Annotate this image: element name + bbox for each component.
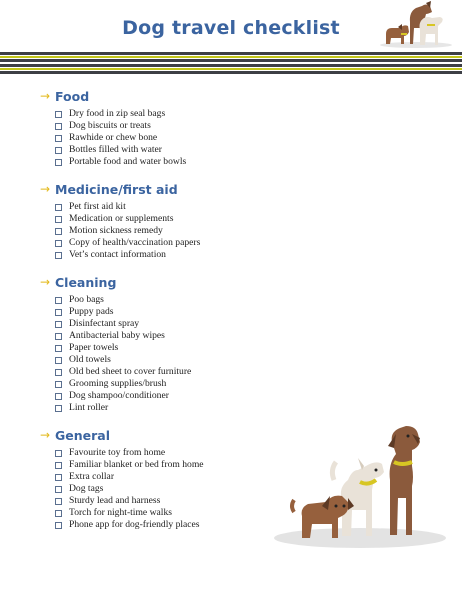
page-title: Dog travel checklist (122, 17, 340, 39)
checkbox-icon[interactable] (55, 357, 62, 364)
checklist (55, 108, 186, 168)
section-heading (40, 88, 186, 104)
checklist-item (55, 507, 204, 519)
section-food (40, 88, 186, 168)
item-label: Paper towels (69, 342, 119, 353)
dogs-logo-illustration (376, 0, 454, 48)
checkbox-icon[interactable] (55, 111, 62, 118)
checkbox-icon[interactable] (55, 204, 62, 211)
checklist-item (55, 390, 191, 402)
checkbox-icon[interactable] (55, 345, 62, 352)
checklist-item (55, 495, 204, 507)
checklist (55, 201, 200, 261)
checkbox-icon[interactable] (55, 405, 62, 412)
checklist-item (55, 366, 191, 378)
checkbox-icon[interactable] (55, 510, 62, 517)
item-label: Sturdy lead and harness (69, 495, 161, 506)
item-label: Extra collar (69, 471, 115, 482)
stripe-dark-line (0, 64, 462, 67)
checklist-item (55, 108, 186, 120)
item-label: Pet first aid kit (69, 201, 126, 212)
checkbox-icon[interactable] (55, 474, 62, 481)
item-label: Bottles filled with water (69, 144, 162, 155)
checklist-item (55, 120, 186, 132)
stripe-dark-line (0, 59, 462, 62)
item-label: Disinfectant spray (69, 318, 140, 329)
stripe-accent-line (0, 68, 462, 70)
checklist-item (55, 156, 186, 168)
checklist-item (55, 306, 191, 318)
checklist-item (55, 354, 191, 366)
item-label: Medication or supplements (69, 213, 174, 224)
arrow-right-icon: → (40, 275, 51, 289)
item-label: Dog biscuits or treats (69, 120, 151, 131)
checkbox-icon[interactable] (55, 240, 62, 247)
checkbox-icon[interactable] (55, 381, 62, 388)
checkbox-icon[interactable] (55, 498, 62, 505)
section-title: Cleaning (55, 274, 117, 290)
checklist-item (55, 459, 204, 471)
checkbox-icon[interactable] (55, 393, 62, 400)
section-title: General (55, 427, 110, 443)
item-label: Torch for night-time walks (69, 507, 172, 518)
section-general (40, 427, 204, 531)
checklist-item (55, 225, 200, 237)
section-cleaning (40, 274, 191, 414)
checklist-item (55, 378, 191, 390)
item-label: Rawhide or chew bone (69, 132, 158, 143)
item-label: Grooming supplies/brush (69, 378, 167, 389)
checklist-item (55, 201, 200, 213)
checkbox-icon[interactable] (55, 369, 62, 376)
stripe-dark-line (0, 52, 462, 55)
checkbox-icon[interactable] (55, 123, 62, 130)
section-title: Medicine/first aid (55, 181, 178, 197)
checkbox-icon[interactable] (55, 462, 62, 469)
checklist-item (55, 294, 191, 306)
item-label: Vet’s contact information (69, 249, 166, 260)
checklist-item (55, 330, 191, 342)
item-label: Favourite toy from home (69, 447, 166, 458)
checklist (55, 294, 191, 414)
stripe-accent-line (0, 56, 462, 58)
checklist-item (55, 402, 191, 414)
checklist (55, 447, 204, 531)
dogs-illustration (272, 420, 447, 550)
checkbox-icon[interactable] (55, 252, 62, 259)
item-label: Dry food in zip seal bags (69, 108, 166, 119)
checkbox-icon[interactable] (55, 297, 62, 304)
checklist-item (55, 144, 186, 156)
item-label: Old bed sheet to cover furniture (69, 366, 192, 377)
item-label: Familiar blanket or bed from home (69, 459, 204, 470)
item-label: Phone app for dog-friendly places (69, 519, 200, 530)
section-title: Food (55, 88, 90, 104)
item-label: Lint roller (69, 402, 109, 413)
section-heading (40, 427, 204, 443)
checklist-item (55, 483, 204, 495)
checklist-item (55, 132, 186, 144)
item-label: Portable food and water bowls (69, 156, 187, 167)
checklist-item (55, 519, 204, 531)
stripe-dark-line (0, 71, 462, 74)
checkbox-icon[interactable] (55, 309, 62, 316)
arrow-right-icon: → (40, 428, 51, 442)
checkbox-icon[interactable] (55, 228, 62, 235)
item-label: Antibacterial baby wipes (69, 330, 165, 341)
item-label: Motion sickness remedy (69, 225, 163, 236)
checkbox-icon[interactable] (55, 159, 62, 166)
checkbox-icon[interactable] (55, 135, 62, 142)
checkbox-icon[interactable] (55, 321, 62, 328)
arrow-right-icon: → (40, 89, 51, 103)
checklist-item (55, 213, 200, 225)
section-medicine (40, 181, 200, 261)
checklist-item (55, 447, 204, 459)
checklist-item (55, 471, 204, 483)
section-heading (40, 181, 200, 197)
checkbox-icon[interactable] (55, 147, 62, 154)
item-label: Puppy pads (69, 306, 114, 317)
checkbox-icon[interactable] (55, 333, 62, 340)
header-stripe-band (0, 52, 462, 74)
arrow-right-icon: → (40, 182, 51, 196)
item-label: Dog shampoo/conditioner (69, 390, 169, 401)
section-heading (40, 274, 191, 290)
checkbox-icon[interactable] (55, 522, 62, 529)
checkbox-icon[interactable] (55, 486, 62, 493)
checklist-item (55, 318, 191, 330)
checkbox-icon[interactable] (55, 216, 62, 223)
checkbox-icon[interactable] (55, 450, 62, 457)
item-label: Copy of health/vaccination papers (69, 237, 201, 248)
item-label: Dog tags (69, 483, 104, 494)
checklist-item (55, 237, 200, 249)
item-label: Old towels (69, 354, 111, 365)
item-label: Poo bags (69, 294, 104, 305)
checklist-item (55, 342, 191, 354)
checklist-item (55, 249, 200, 261)
